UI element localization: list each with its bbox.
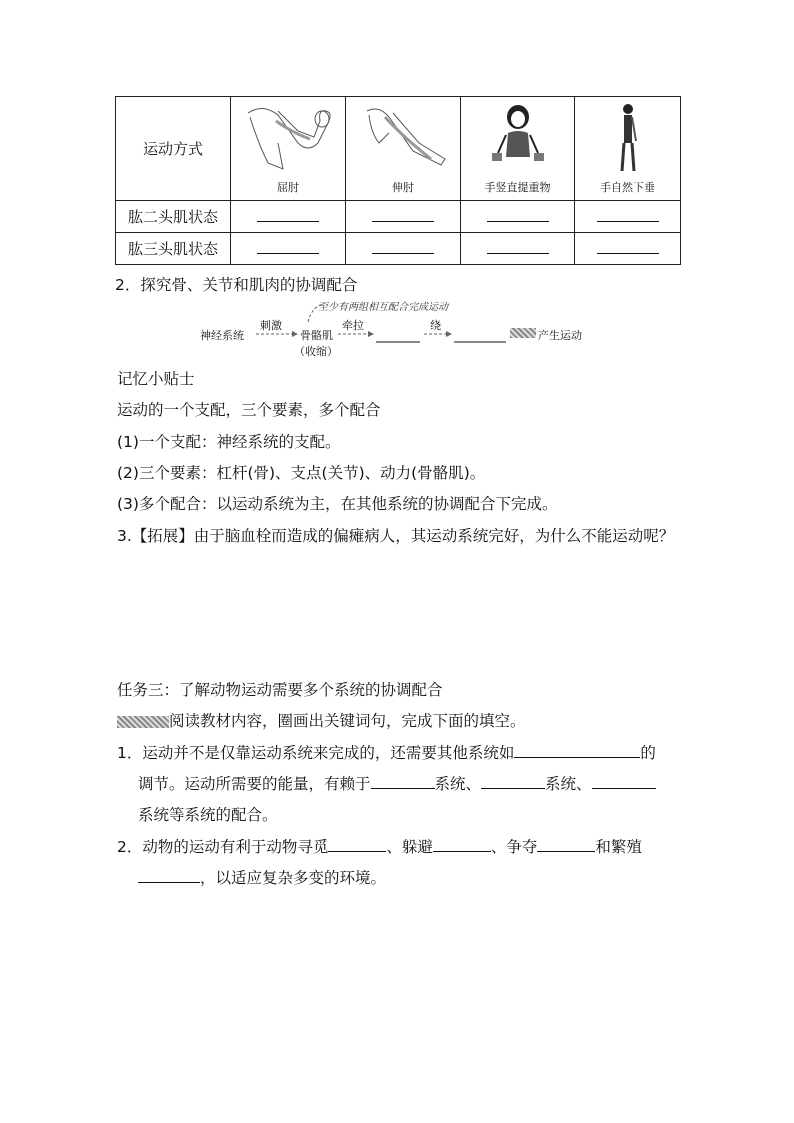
memo-title: 记忆小贴士 [117,370,195,388]
q1-text: 系统、 [434,775,482,793]
q2-line1 [117,835,642,857]
table-header-label: 运动方式 [116,97,231,201]
answer-blank[interactable] [372,209,434,222]
answer-blank[interactable] [487,241,549,254]
answer-blank[interactable] [537,837,595,852]
column-flex-elbow [231,97,346,201]
memo-item: (3)多个配合：以运动系统为主，在其他系统的协调配合下完成。 [117,495,558,513]
answer-blank[interactable] [433,837,491,852]
q2-line2 [138,866,386,888]
task3-title: 任务三：了解动物运动需要多个系统的协调配合 [117,681,443,699]
flow-skeletal: 骨骼肌 [300,329,333,342]
column-label: 手自然下垂 [600,181,655,194]
task3-instruction-line [117,709,526,731]
answer-blank[interactable] [328,837,386,852]
arm-hanging-illustration [608,103,648,175]
memo-lead: 运动的一个支配，三个要素，多个配合 [117,401,381,419]
q2-text: 和繁殖 [595,838,642,856]
answer-blank[interactable] [371,774,435,789]
flow-top-note: 至少有两组相互配合完成运动 [318,302,448,313]
flow-contract: （收缩） [294,345,338,358]
q1-text: 的 [640,744,656,762]
lift-weight-illustration [478,103,558,173]
flow-nervous: 神经系统 [200,329,244,342]
column-arm-hanging [575,97,681,201]
column-label: 伸肘 [392,181,414,194]
memo-item: (2)三个要素：杠杆(骨)、支点(关节)、动力(骨骼肌)。 [117,464,486,482]
q1-line2 [138,772,656,794]
answer-blank[interactable] [257,241,319,254]
answer-blank[interactable] [514,743,640,758]
answer-blank[interactable] [372,241,434,254]
extend-question: 3.【拓展】由于脑血栓而造成的偏瘫病人，其运动系统完好，为什么不能运动呢？ [117,527,675,545]
answer-blank[interactable] [597,209,659,222]
flow-around: 绕 [430,319,441,332]
column-lift-weight [461,97,575,201]
column-label: 手竖直提重物 [484,181,551,194]
flow-hatched-arrow [510,328,536,338]
answer-blank[interactable] [481,774,545,789]
q2-text: ，以适应复杂多变的环境。 [200,869,387,887]
q1-text: 1．运动并不是仅靠运动系统来完成的，还需要其他系统如 [117,744,515,762]
flow-pull: 牵拉 [342,319,364,332]
q2-text: 、争夺 [490,838,538,856]
answer-blank[interactable] [138,868,200,883]
motion-table [115,96,681,265]
q1-line1 [117,741,656,763]
flow-diagram [200,298,600,360]
q1-text: 系统、 [545,775,592,793]
flex-elbow-illustration [238,103,338,173]
q2-text: 、躲避 [386,838,433,856]
column-extend-elbow [346,97,461,201]
extend-elbow-illustration [353,103,453,173]
section2-title: 2．探究骨、关节和肌肉的协调配合 [115,276,358,294]
answer-blank[interactable] [487,209,549,222]
column-label: 屈肘 [277,181,299,194]
flow-stimulate: 刺激 [260,319,282,332]
flow-result: 产生运动 [538,329,582,342]
q1-line3: 系统等系统的配合。 [138,806,278,824]
answer-blank[interactable] [597,241,659,254]
hatched-marker [117,716,169,728]
answer-blank[interactable] [257,209,319,222]
row-label-triceps: 肱三头肌状态 [116,233,231,265]
q2-text: 2．动物的运动有利于动物寻觅 [117,838,329,856]
q1-text: 调节。运动所需要的能量，有赖于 [138,775,371,793]
memo-item: (1)一个支配：神经系统的支配。 [117,433,341,451]
task3-instruction: 阅读教材内容，圈画出关键词句，完成下面的填空。 [169,712,526,730]
answer-blank[interactable] [592,774,656,789]
row-label-biceps: 肱二头肌状态 [116,201,231,233]
